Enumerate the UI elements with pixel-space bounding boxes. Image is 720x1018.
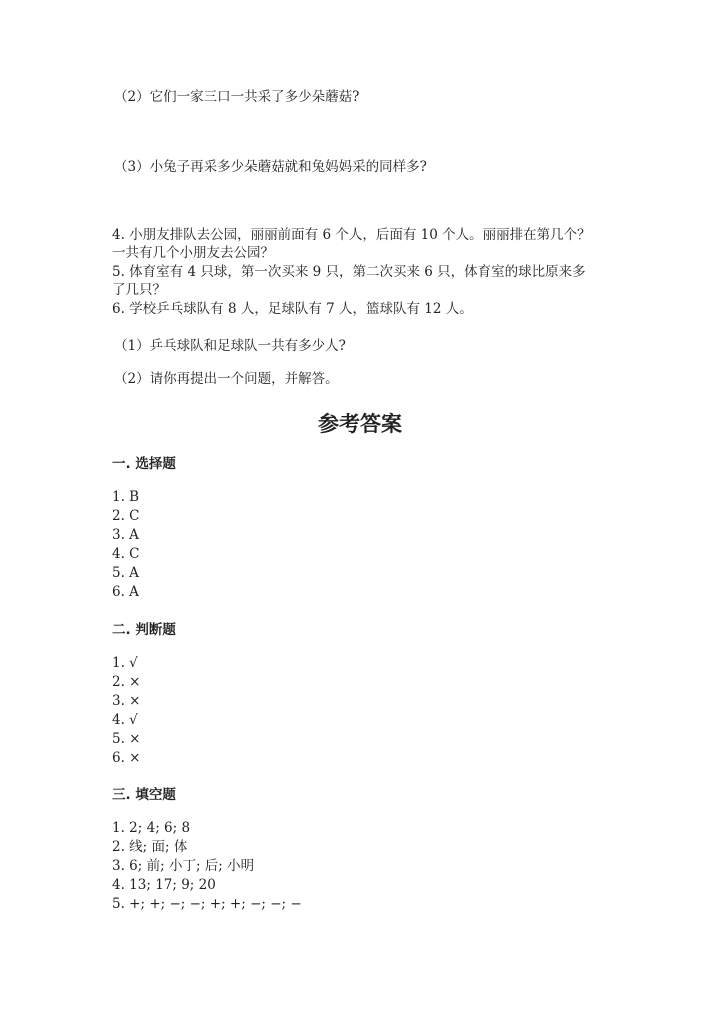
answer-item: 4. C (112, 546, 140, 562)
answer-item: 5. +; +; −; −; +; +; −; −; − (112, 896, 302, 912)
answer-item: 1. B (112, 489, 140, 505)
section-heading: 二. 判断题 (112, 622, 176, 638)
answer-item: 3. 6; 前; 小丁; 后; 小明 (112, 858, 255, 874)
answer-item: 3. × (112, 693, 141, 709)
question-3-3: （3）小兔子再采多少朵蘑菇就和兔妈妈采的同样多? (114, 159, 427, 175)
answer-item: 3. A (112, 527, 139, 543)
answer-item: 2. C (112, 508, 140, 524)
answer-item: 5. × (112, 731, 141, 747)
question-4-line-1: 4. 小朋友排队去公园，丽丽前面有 6 个人，后面有 10 个人。丽丽排在第几个？ (112, 227, 591, 243)
answer-item: 1. √ (112, 655, 138, 671)
question-6: 6. 学校乒乓球队有 8 人，足球队有 7 人，篮球队有 12 人。 (112, 301, 473, 317)
section-heading: 三. 填空题 (112, 787, 176, 803)
question-4-line-2: 一共有几个小朋友去公园？ (112, 245, 274, 261)
answer-item: 4. 13; 17; 9; 20 (112, 877, 216, 893)
question-6-1: （1）乒乓球队和足球队一共有多少人? (114, 338, 346, 354)
answer-item: 6. × (112, 750, 141, 766)
answer-item: 4. √ (112, 712, 138, 728)
answer-item: 5. A (112, 565, 139, 581)
section-heading: 一. 选择题 (112, 456, 176, 472)
answer-item: 2. 线; 面; 体 (112, 839, 188, 855)
answer-item: 1. 2; 4; 6; 8 (112, 820, 191, 836)
question-3-2: （2）它们一家三口一共采了多少朵蘑菇? (114, 89, 360, 105)
answer-item: 6. A (112, 584, 139, 600)
question-5-line-2: 了几只？ (112, 282, 166, 298)
answers-title: 参考答案 (318, 412, 402, 436)
question-5-line-1: 5. 体育室有 4 只球，第一次买来 9 只，第二次买来 6 只，体育室的球比原来多 (112, 264, 586, 280)
question-6-2: （2）请你再提出一个问题，并解答。 (114, 371, 339, 387)
answer-item: 2. × (112, 674, 141, 690)
